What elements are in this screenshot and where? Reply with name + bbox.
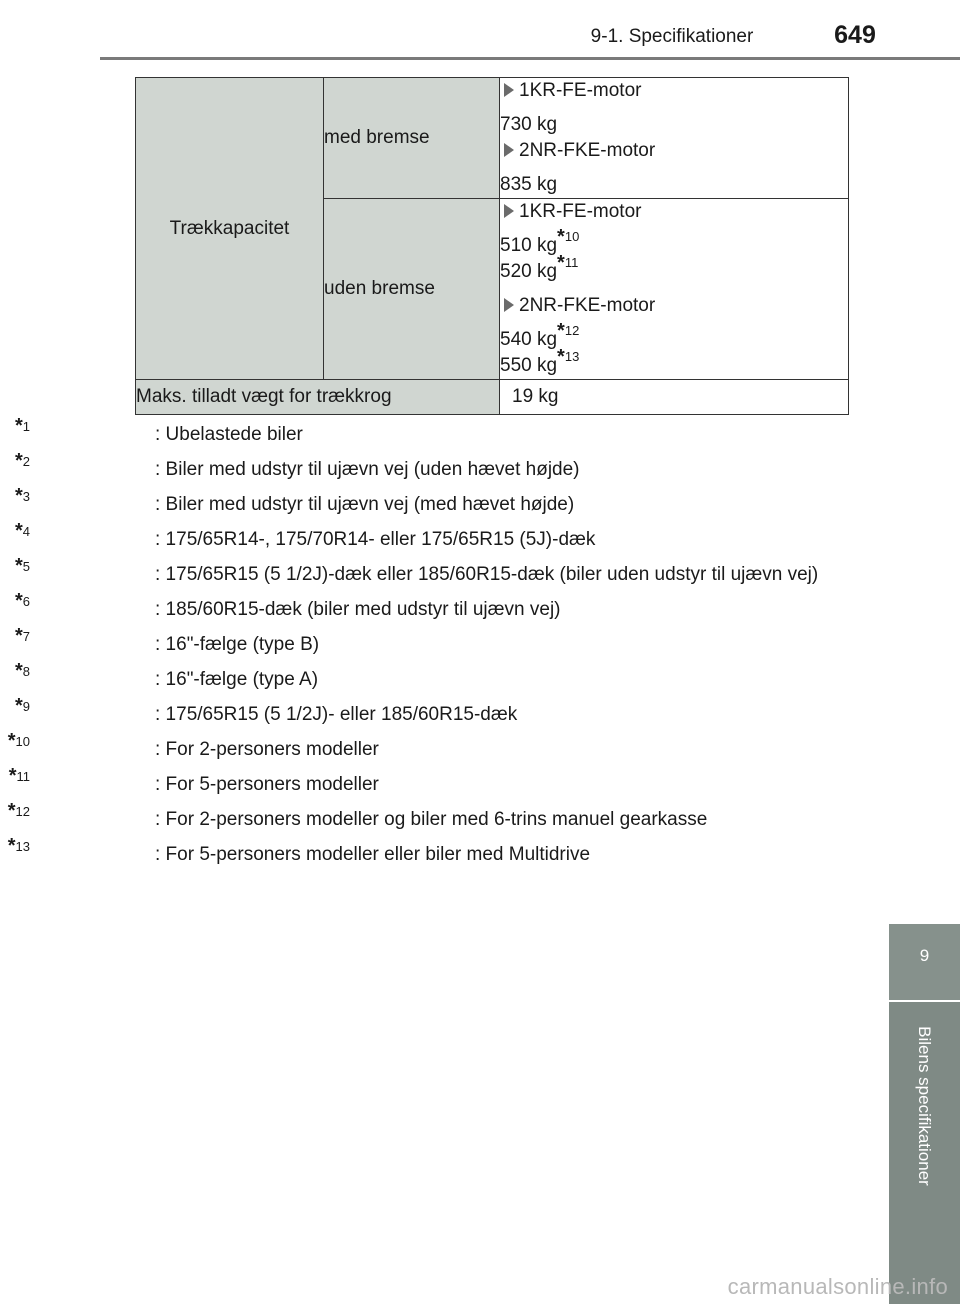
footnote-ref: 2 <box>22 454 30 469</box>
weight-value <box>500 346 848 379</box>
footnote-asterisk: * <box>14 590 23 612</box>
footnote-asterisk: * <box>7 730 16 752</box>
footnote <box>0 800 845 833</box>
engine-line <box>500 78 848 104</box>
footnote-text: : 185/60R15-dæk (biler med udstyr til ujævn vej) <box>155 599 561 620</box>
footnote <box>0 765 845 798</box>
footnote-mark <box>8 765 30 798</box>
footnote <box>0 835 845 868</box>
footnote-ref: 11 <box>564 255 579 270</box>
hitch-max-weight-value: 19 kg <box>500 380 849 415</box>
footnote-mark <box>14 450 30 483</box>
weight-value: 730 kg <box>500 114 558 135</box>
footnote-asterisk: * <box>14 625 23 647</box>
towing-capacity-label: Trækkapacitet <box>136 78 324 380</box>
footnote-mark <box>7 800 30 833</box>
weight-text: 540 kg <box>500 329 558 350</box>
footnote-ref: 13 <box>564 349 580 364</box>
watermark: carmanualsonline.info <box>727 1274 948 1299</box>
footnote-ref: 7 <box>22 629 30 644</box>
footnote-asterisk: * <box>14 660 23 682</box>
with-brake-values <box>500 78 849 199</box>
weight-text: 510 kg <box>500 235 558 256</box>
weight-value: 835 kg <box>500 174 558 195</box>
footnote-mark <box>14 485 30 518</box>
footnotes-list <box>0 415 960 877</box>
footnote-ref: 12 <box>15 804 30 819</box>
footnote-asterisk: * <box>8 765 17 787</box>
header-divider <box>100 57 960 60</box>
footnote-mark <box>14 520 30 553</box>
without-brake-label: uden bremse <box>324 199 500 380</box>
footnote-ref: 4 <box>22 524 30 539</box>
triangle-bullet-icon <box>504 298 514 312</box>
footnote-ref: 3 <box>22 489 30 504</box>
footnote-text: : Biler med udstyr til ujævn vej (uden hævet højde) <box>155 459 580 480</box>
footnote-text: : 175/65R15 (5 1/2J)- eller 185/60R15-dæk <box>155 704 518 725</box>
footnote-mark <box>14 660 30 693</box>
footnote-asterisk: * <box>7 835 16 857</box>
footnote-ref: 9 <box>22 699 30 714</box>
weight-text: 550 kg <box>500 355 558 376</box>
footnote-mark <box>7 730 30 763</box>
footnote-mark <box>14 590 30 623</box>
footnote-ref: 10 <box>15 734 30 749</box>
footnote-ref: 8 <box>22 664 30 679</box>
footnote-mark <box>14 415 30 448</box>
weight-value <box>500 252 848 285</box>
footnote-asterisk: * <box>14 555 23 577</box>
page-number: 649 <box>834 21 876 49</box>
footnote <box>0 520 845 553</box>
footnote-ref: 10 <box>564 229 580 244</box>
footnote-asterisk: * <box>557 320 565 342</box>
footnote-ref: 5 <box>22 559 30 574</box>
footnote-asterisk: * <box>557 226 565 248</box>
footnote <box>0 730 845 763</box>
triangle-bullet-icon <box>504 143 514 157</box>
triangle-bullet-icon <box>504 204 514 218</box>
footnote-mark <box>14 625 30 658</box>
engine-line <box>500 199 848 225</box>
footnote <box>0 660 845 693</box>
footnote <box>0 485 845 518</box>
chapter-label: Bilens specifikationer <box>915 1026 934 1186</box>
footnote-ref: 6 <box>22 594 30 609</box>
footnote <box>0 695 845 728</box>
engine-line <box>500 293 848 319</box>
footnote-text: : 175/65R15 (5 1/2J)-dæk eller 185/60R15-dæk (biler uden udstyr til ujævn vej) <box>155 564 819 585</box>
engine-name: 2NR-FKE-motor <box>519 140 656 161</box>
footnote-asterisk: * <box>14 415 23 437</box>
weight-value <box>500 320 848 353</box>
engine-name: 2NR-FKE-motor <box>519 295 656 316</box>
triangle-bullet-icon <box>504 83 514 97</box>
footnote <box>0 590 845 623</box>
footnote <box>0 625 845 658</box>
footnote-mark <box>7 835 30 868</box>
footnote-asterisk: * <box>14 485 23 507</box>
footnote-text: : 16"-fælge (type A) <box>155 669 319 690</box>
engine-line <box>500 138 848 164</box>
footnote-text: : 16"-fælge (type B) <box>155 634 320 655</box>
footnote-text: : Ubelastede biler <box>155 424 303 445</box>
chapter-tab-divider <box>889 1000 960 1002</box>
footnote-text: : For 5-personers modeller eller biler med Multidrive <box>155 844 591 865</box>
hitch-max-weight-label: Maks. tilladt vægt for trækkrog <box>136 380 500 415</box>
footnote-text: : Biler med udstyr til ujævn vej (med hævet højde) <box>155 494 575 515</box>
weight-text: 520 kg <box>500 261 558 282</box>
footnote-text: : 175/65R14-, 175/70R14- eller 175/65R15 (5J)-dæk <box>155 529 596 550</box>
footnote-asterisk: * <box>557 252 565 274</box>
footnote-text: : For 2-personers modeller <box>155 739 379 760</box>
without-brake-values <box>500 199 849 380</box>
section-title: 9-1. Specifikationer <box>590 26 754 47</box>
footnote-asterisk: * <box>14 450 23 472</box>
footnote-text: : For 5-personers modeller <box>155 774 379 795</box>
footnote-mark <box>14 555 30 588</box>
with-brake-label: med bremse <box>324 78 500 199</box>
footnote-mark <box>14 695 30 728</box>
towing-spec-table <box>135 77 849 415</box>
footnote-asterisk: * <box>557 346 565 368</box>
footnote-ref: 11 <box>16 769 30 784</box>
chapter-number: 9 <box>889 924 960 1000</box>
footnote-ref: 13 <box>15 839 30 854</box>
footnote <box>0 450 845 483</box>
footnote <box>0 415 845 448</box>
footnote <box>0 555 845 588</box>
footnote-ref: 1 <box>22 419 30 434</box>
footnote-ref: 12 <box>564 323 580 338</box>
footnote-asterisk: * <box>14 520 23 542</box>
footnote-text: : For 2-personers modeller og biler med 6-trins manuel gearkasse <box>155 809 708 830</box>
weight-value <box>500 226 848 259</box>
engine-name: 1KR-FE-motor <box>519 80 642 101</box>
footnote-asterisk: * <box>7 800 16 822</box>
engine-name: 1KR-FE-motor <box>519 201 642 222</box>
footnote-asterisk: * <box>14 695 23 717</box>
